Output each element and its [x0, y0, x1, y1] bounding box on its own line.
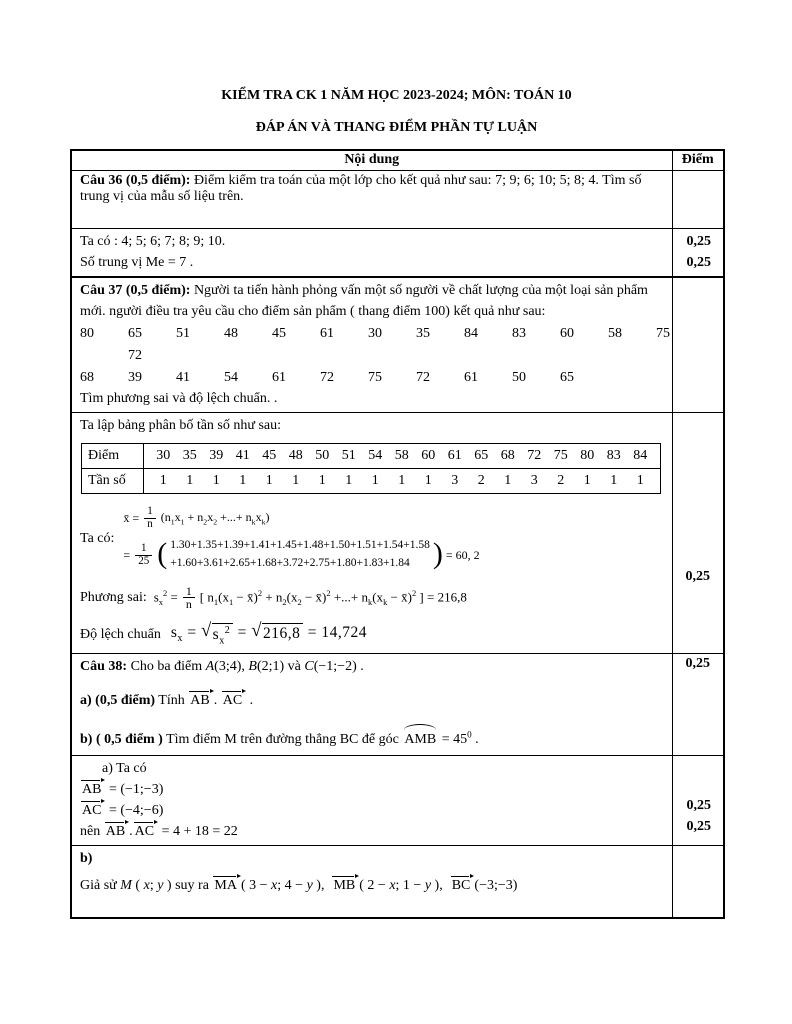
- cau37-freq-intro: Ta lập bảng phân bố tần số như sau:: [80, 418, 282, 433]
- cau38-intro-text: Cho ba điểm A(3;4), B(2;1) và C(−1;−2) .: [130, 659, 364, 675]
- stddev-label: Độ lệch chuẩn: [80, 626, 161, 642]
- cau36-answer-line1: Ta có : 4; 5; 6; 7; 8; 9; 10.: [80, 234, 226, 249]
- cau37-data-line1: 80 65 51 48 45 61 30 35 84 83 60 58 75: [80, 326, 670, 341]
- column-header-points: Điểm: [672, 150, 724, 171]
- mean-label: Ta có:: [80, 531, 115, 547]
- frequency-count-label: Tần số: [82, 469, 144, 494]
- document-title: KIỂM TRA CK 1 NĂM HỌC 2023-2024; MÔN: TOÁN 10: [221, 88, 572, 103]
- frequency-score-label: Điểm: [82, 444, 144, 469]
- cau38-intro-line: [80, 656, 666, 677]
- cau37-question-text: Người ta tiến hành phỏng vấn một số người về chất lượng của một loại sản phẩm mới. người điều tra yêu cầu cho điểm sản phẩm ( thang điểm 100) kết quả như sau:: [80, 283, 648, 319]
- cau38b-points-cell: [672, 846, 724, 918]
- mean-result: = 60, 2: [445, 547, 480, 562]
- cau38b-label: b): [80, 851, 93, 867]
- table-header-row: [71, 150, 724, 171]
- cau37-question-row: [71, 277, 724, 413]
- cau37-question-cell: [71, 277, 672, 413]
- mean-formula-lines: [123, 506, 479, 573]
- cau38a-line2: AC = (−4;−6): [80, 800, 666, 821]
- cau38a-answer-row: [71, 756, 724, 846]
- cau36-question-text: Điểm kiểm tra toán của một lớp cho kết quả như sau: 7; 9; 6; 10; 5; 8; 4. Tìm số trung vị của mẫu số liệu trên.: [80, 173, 642, 204]
- cau36-question-row: [71, 171, 724, 229]
- cau37-question-points-cell: [672, 277, 724, 413]
- cau38a-line3: nên AB . AC = 4 + 18 = 22: [80, 821, 666, 842]
- mean-fraction-125: $\frac{1}{25}$: [135, 543, 152, 567]
- mean-lhs: x̄ =: [123, 510, 140, 525]
- variance-fraction-1n: $\frac{1}{n}$: [183, 585, 195, 611]
- stddev-expression: $s_x$ = √ $s_x^2$ = √ 216,8 = 14,724: [170, 619, 367, 647]
- open-paren: (: [157, 537, 168, 570]
- cau37-data-line2: 72: [128, 348, 142, 363]
- cau36-answer-row: [71, 229, 724, 278]
- cau37-label: Câu 37 (0,5 điểm):: [80, 283, 191, 298]
- cau38a-answer-cell: [71, 756, 672, 846]
- cau37-data-line3: 68 39 41 54 61 72 75 72 61 50 65: [80, 370, 574, 385]
- mean-formula-line2: [123, 537, 479, 573]
- stddev-formula-line: [80, 619, 666, 647]
- cau38-part-a: a) (0,5 điểm) Tính AB . AC .: [80, 690, 666, 711]
- frequency-table-count-row: [82, 469, 661, 494]
- cau37-task: Tìm phương sai và độ lệch chuẩn. .: [80, 391, 278, 406]
- mean-eq2: =: [123, 547, 131, 562]
- mean-formula-block: [80, 506, 666, 573]
- cau38a-point-1: 0,25: [686, 798, 711, 814]
- close-paren: ): [432, 537, 443, 570]
- cau38a-line1: AB = (−1;−3): [80, 779, 666, 800]
- variance-body: [ $n_1(x_1$ − x̄)$^2$ + $n_2(x_2$ − x̄)$^2$ +...+ $n_k(x_k$ − x̄)$^2$ ] = 216,8: [199, 588, 467, 608]
- frequency-table-score-row: [82, 444, 661, 469]
- document-subtitle: ĐÁP ÁN VÀ THANG ĐIỂM PHẦN TỰ LUẬN: [255, 120, 538, 135]
- cau36-answer-cell: [71, 229, 672, 278]
- cau36-point-2: 0,25: [686, 255, 711, 270]
- cau37-points-cell: [672, 413, 724, 671]
- cau37-answer-row: [71, 413, 724, 654]
- variance-label: Phương sai:: [80, 589, 147, 605]
- cau36-question-cell: [71, 171, 672, 229]
- variance-lhs: $s_x^2$ =: [153, 588, 178, 608]
- variance-formula-line: [80, 585, 666, 611]
- frequency-table: [81, 443, 661, 494]
- mean-sum-stack: 1.30+1.35+1.39+1.41+1.45+1.48+1.50+1.51+1.54+1.58 +1.60+3.61+2.65+1.68+3.72+2.75+1.80+1.83+1.84: [170, 539, 430, 569]
- frequency-count-values-cell: [144, 469, 661, 494]
- cau36-label: Câu 36 (0,5 điểm):: [80, 173, 191, 188]
- cau36-point-1: 0,25: [686, 234, 711, 249]
- document-content: [70, 88, 723, 919]
- cau38a-head: a) Ta có: [102, 761, 147, 777]
- answer-key-table: [70, 149, 725, 919]
- mean-sum-expression: ($n_1x_1 + n_2x_2$ +...+ $n_kx_k$): [160, 509, 270, 527]
- cau36-question-points-cell: [672, 171, 724, 229]
- cau37-answer-cell: [71, 413, 672, 654]
- cau38a-point-2: 0,25: [686, 819, 711, 835]
- cau38-question-cell: [71, 654, 672, 756]
- cau36-answer-line2: Số trung vị Me = 7 .: [80, 255, 194, 270]
- frequency-score-values-cell: [144, 444, 661, 469]
- cau37-point-2: 0,25: [685, 656, 710, 671]
- cau38-label: Câu 38:: [80, 659, 128, 675]
- cau37-question-paragraph: [80, 280, 666, 322]
- frequency-score-values: 30 35 39 41 45 48 50 51 54 58 60 61 65 68 72 75 80 83 84: [156, 448, 648, 463]
- cau38b-answer-row: [71, 846, 724, 918]
- cau37-point-1: 0,25: [685, 569, 710, 584]
- mean-fraction-1n: $\frac{1}{n}$: [144, 506, 156, 530]
- column-header-content: Nội dung: [71, 150, 672, 171]
- cau36-points-cell: [672, 229, 724, 278]
- frequency-count-values: 1 1 1 1 1 1 1 1 1 1 1 3 2 1 3 2 1 1 1: [159, 473, 644, 488]
- mean-formula-line1: [123, 506, 479, 530]
- cau38-part-b: b) ( 0,5 điểm ) Tìm điểm M trên đường thẳng BC để góc AMB = $45^0$ .: [80, 724, 666, 750]
- cau38a-points-cell: [672, 756, 724, 846]
- cau38-question-row: [71, 654, 724, 756]
- cau38b-answer-cell: [71, 846, 672, 918]
- cau38b-line: Giả sử M ( x; y ) suy ra MA ( 3 − x; 4 − y ), MB ( 2 − x; 1 − y ), BC (−3;−3): [80, 875, 666, 896]
